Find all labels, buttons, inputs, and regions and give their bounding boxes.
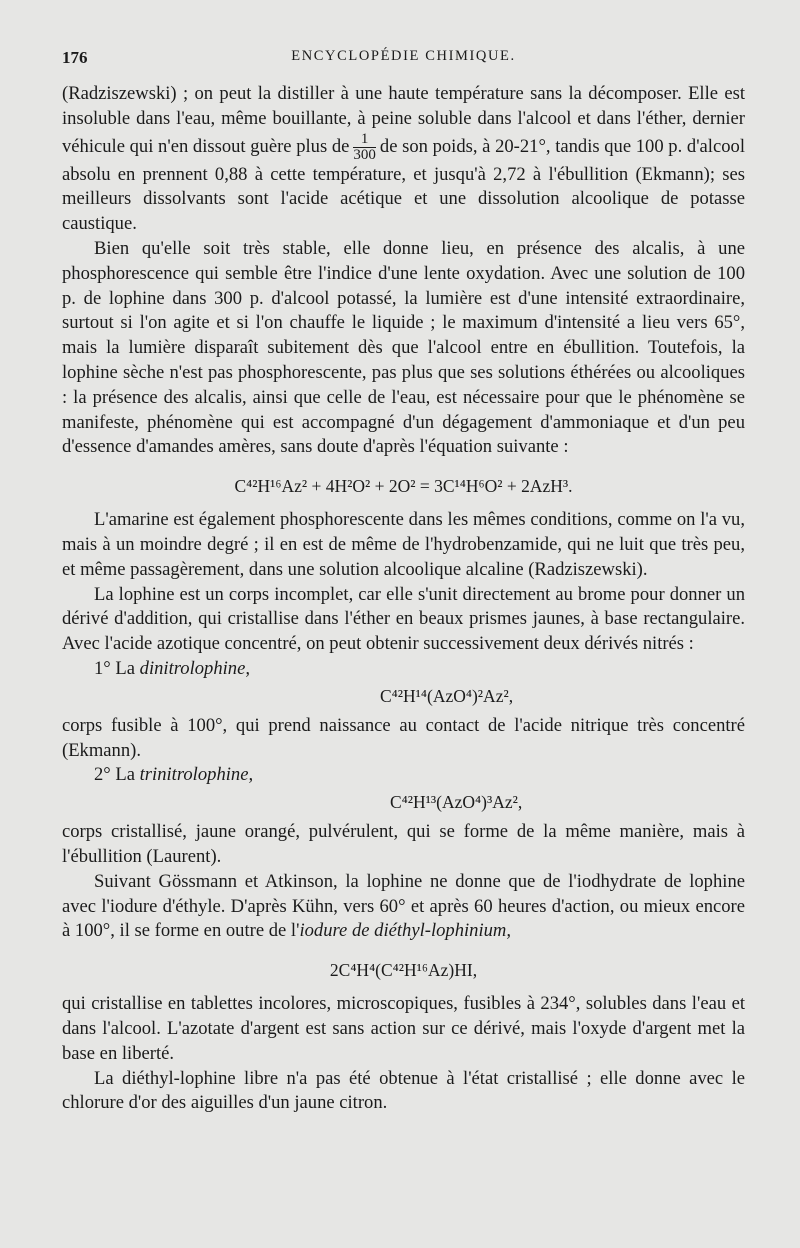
paragraph-1-text-b: de son poids, à 20-21°, tandis que 100 p. d'alcool absolu en prennent 0,88 à cette température, et jusqu'à 2,72 à l'ébullition (Ekmann); ses meilleurs dissolvants sont l'acide acétique et une dissolution alcoolique de potasse caustique. — [62, 135, 745, 235]
paragraph-7-italic: iodure de diéthyl-lophinium, — [299, 920, 512, 942]
paragraph-5: corps fusible à 100°, qui prend naissance au contact de l'acide nitrique très concentré (Ekmann). — [62, 714, 745, 761]
list-item-1-name: dinitrolophine, — [139, 657, 250, 679]
page-number: 176 — [62, 48, 88, 67]
formula-dinitrolophine: C⁴²H¹⁴(AzO⁴)²Az², — [380, 685, 514, 706]
paragraph-8: qui cristallise en tablettes incolores, microscopiques, fusibles à 234°, solubles dans l'eau et dans l'alcool. L'azotate d'argent est sans action sur ce dérivé, mais l'oxyde d'argent met la base en liberté. — [62, 993, 745, 1064]
list-item-trinitrolophine — [62, 763, 745, 788]
fraction — [353, 132, 376, 163]
formula-iodure: 2C⁴H⁴(C⁴²H¹⁶Az)HI, — [329, 960, 478, 981]
paragraph-2: Bien qu'elle soit très stable, elle donne lieu, en présence des alcalis, à une phosphorescence qui semble être l'indice d'une lente oxydation. Avec une solution de 100 p. de lophine dans 300 p. d'alcool potassé, la lumière est d'une intensité extraordinaire, surtout si l'on agite et si l'on chauffe le liquide ; le maximum d'intensité a lieu vers 65°, mais la lumière disparaît subitement dès que l'alcool entre en ébullition. Toutefois, la lophine sèche n'est pas phosphorescente, pas plus que ses solutions éthérées ou alcooliques : la présence des alcalis, ainsi que celle de l'eau, est nécessaire pour que le phénomène se manifeste, phénomène qui est accompagné d'un dégagement d'ammoniaque et d'un peu d'essence d'amandes amères, sans doute d'après l'équation suivante : — [62, 237, 745, 458]
paragraph-9: La diéthyl-lophine libre n'a pas été obtenue à l'état cristallisé ; elle donne avec le chlorure d'or des aiguilles d'un jaune citron. — [62, 1067, 745, 1114]
formula-trinitrolophine: C⁴²H¹³(AzO⁴)³Az², — [390, 792, 523, 813]
fraction-denominator: 300 — [353, 146, 376, 163]
list-item-dinitrolophine — [62, 657, 745, 682]
fraction-numerator: 1 — [353, 132, 376, 148]
paragraph-6: corps cristallisé, jaune orangé, pulvérulent, qui se forme de la même manière, mais à l'ébullition (Laurent). — [62, 821, 745, 867]
paragraph-4: La lophine est un corps incomplet, car elle s'unit directement au brome pour donner un dérivé d'addition, qui cristallise dans l'éther en beaux prismes jaunes, à base rectangulaire. Avec l'acide azotique concentré, on peut obtenir successivement deux dérivés nitrés : — [62, 583, 745, 655]
page-header — [62, 44, 745, 68]
list-item-2-prefix: 2° La — [94, 764, 140, 786]
paragraph-7 — [62, 870, 745, 944]
paragraph-7-text: Suivant Gössmann et Atkinson, la lophine ne donne que de l'iodhydrate de lophine avec l'iodure d'éthyle. D'après Kühn, vers 60° et après 60 heures d'action, ou mieux encore à 100°, il se forme en outre de l' — [62, 870, 745, 942]
paragraph-3: L'amarine est également phosphorescente dans les mêmes conditions, comme on l'a vu, mais à un moindre degré ; il en est de même de l'hydrobenzamide, qui ne luit que très peu, et même passagèrement, dans une solution alcoolique alcaline (Radziszewski). — [62, 509, 745, 580]
equation-oxidation: C⁴²H¹⁶Az² + 4H²O² + 2O² = 3C¹⁴H⁶O² + 2AzH³. — [234, 476, 573, 497]
running-head: ENCYCLOPÉDIE CHIMIQUE. — [291, 48, 516, 64]
paragraph-1-text-a: (Radziszewski) ; on peut la distiller à une haute température sans la décomposer. Elle est insoluble dans l'eau, même bouillante, à peine soluble dans l'alcool et dans l'éther, dernier véhicule qui n'en dissout guère plus de — [62, 83, 745, 157]
list-item-1-prefix: 1° La — [94, 657, 140, 679]
list-item-2-name: trinitrolophine, — [139, 764, 254, 786]
paragraph-1 — [62, 82, 745, 237]
